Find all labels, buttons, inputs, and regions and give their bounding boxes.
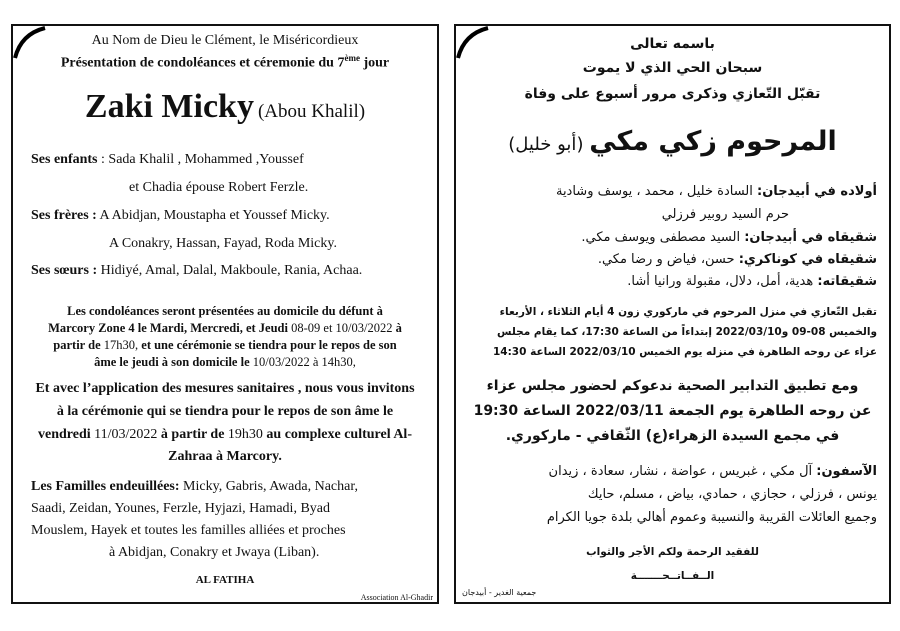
brothers-abidjan-ar: شقيقاه في أبيدجان: السيد مصطفى ويوسف مكي. <box>581 230 877 245</box>
bismillah: باسمه تعالى <box>630 36 715 52</box>
families-ar-line-2: يونس ، فرزلي ، حجازي ، حمادي، بياض ، مسلم، حايك <box>587 487 877 502</box>
ceremony-line-4: Zahraa à Marcory. <box>168 449 282 464</box>
subhan-line: سبحان الحي الذي لا يموت <box>582 60 763 76</box>
children-ar-line-2: حرم السيد روبير فرزلي <box>661 207 789 222</box>
fatiha-ar: الــفــاتــحـــــــة <box>630 570 715 582</box>
deceased-nickname-ar: (أبو خليل) <box>508 134 590 155</box>
ceremony-line-2: à la cérémonie qui se tiendra pour le repos de son âme le <box>56 404 394 419</box>
association-signature: Association Al-Ghadir <box>360 593 433 602</box>
invocation: Au Nom de Dieu le Clément, le Miséricordieux <box>91 33 359 48</box>
deceased-nickname: (Abou Khalil) <box>257 101 366 122</box>
families-line-4: à Abidjan, Conakry et Jwaya (Liban). <box>109 545 320 560</box>
condolences-line-1: Les condoléances seront présentées au domicile du défunt à <box>67 304 383 318</box>
deceased-name: Zaki Micky <box>84 88 254 125</box>
ceremony-line-3: vendredi 11/03/2022 à partir de 19h30 au complexe culturel Al- <box>38 427 412 442</box>
taqabbul-line: تقبّل التّعازي وذكرى مرور أسبوع على وفاة <box>524 86 821 102</box>
condolences-ar-line-2: والخميس 08-09 و2022/03/10 إبتداءاً من الساعة 17:30، كما يقام مجلس <box>497 326 877 338</box>
al-fatiha: AL FATIHA <box>195 574 255 586</box>
deceased-name-ar: المرحوم زكي مكي <box>589 126 837 157</box>
arabic-obituary-panel <box>454 24 891 604</box>
sisters-ar: شقيقاته: هدية، أمل، دلال، مقبولة ورانيا أشا. <box>627 274 877 289</box>
families-line-2: Saadi, Zeidan, Younes, Ferzle, Hyjazi, Hamadi, Byad <box>31 501 330 516</box>
brothers-conakry-ar: شقيقاه في كوناكري: حسن، فياض و رضا مكي. <box>597 252 877 267</box>
condolences-ar-line-3: عزاء عن روحه الطاهرة في منزله يوم الخميس 2022/03/10 الساعة 14:30 <box>493 346 877 358</box>
ceremony-ar-line-3: في مجمع السيدة الزهراء(ع) الثّقافي - ماركوري. <box>505 428 840 444</box>
faqid-line: للفقيد الرحمة ولكم الأجر والثواب <box>586 546 759 558</box>
condolences-ar-line-1: تقبل التّعازي في منزل المرحوم في ماركوري زون 4 أيام الثلاثاء ، الأربعاء <box>499 306 877 318</box>
association-signature-ar: جمعية الغدير - أبيدجان <box>462 588 537 597</box>
condolences-line-3: partir de 17h30, et une cérémonie se tiendra pour le repos de son <box>53 338 397 352</box>
sisters-line: Ses sœurs : Hidiyé, Amal, Dalal, Makboule, Rania, Achaa. <box>31 263 363 278</box>
ceremony-line-1: Et avec l’application des mesures sanitaires , nous vous invitons <box>35 381 415 396</box>
ceremony-ar-line-2: عن روحه الطاهرة يوم الجمعة 2022/03/11 الساعة 19:30 <box>473 403 872 419</box>
condolences-line-4: âme le jeudi à son domicile le 10/03/2022 à 14h30, <box>94 355 356 369</box>
children-ar-line-1: أولاده في أبيدجان: السادة خليل ، محمد ، يوسف وشادية <box>555 184 877 199</box>
french-obituary-panel <box>11 24 439 604</box>
deceased-name-line <box>13 88 437 126</box>
families-ar-line-1: الآسفون: آل مكي ، غبريس ، عواضة ، نشار، سعادة ، زيدان <box>548 464 877 479</box>
children-line-1: Ses enfants : Sada Khalil , Mohammed ,Youssef <box>31 152 304 167</box>
deceased-name-ar-line <box>456 126 889 157</box>
brothers-line-2: A Conakry, Hassan, Fayad, Roda Micky. <box>109 236 337 251</box>
condolences-line-2: Marcory Zone 4 le Mardi, Mercredi, et Jeudi 08-09 et 10/03/2022 à <box>48 321 402 335</box>
families-ar-line-3: وجميع العائلات القريبة والنسيبة وعموم أهالي بلدة جويا الكرام <box>546 510 877 525</box>
presentation-line: Présentation de condoléances et céremonie du 7ème jour <box>60 53 390 71</box>
brothers-line-1: Ses frères : A Abidjan, Moustapha et Youssef Micky. <box>31 208 330 223</box>
children-line-2: et Chadia épouse Robert Ferzle. <box>129 180 309 195</box>
families-line-3: Mouslem, Hayek et toutes les familles alliées et proches <box>31 523 346 538</box>
ceremony-ar-line-1: ومع تطبيق التدابير الصحية ندعوكم لحضور مجلس عزاء <box>486 378 859 394</box>
families-line-1: Les Familles endeuillées: Micky, Gabris, Awada, Nachar, <box>31 479 358 494</box>
